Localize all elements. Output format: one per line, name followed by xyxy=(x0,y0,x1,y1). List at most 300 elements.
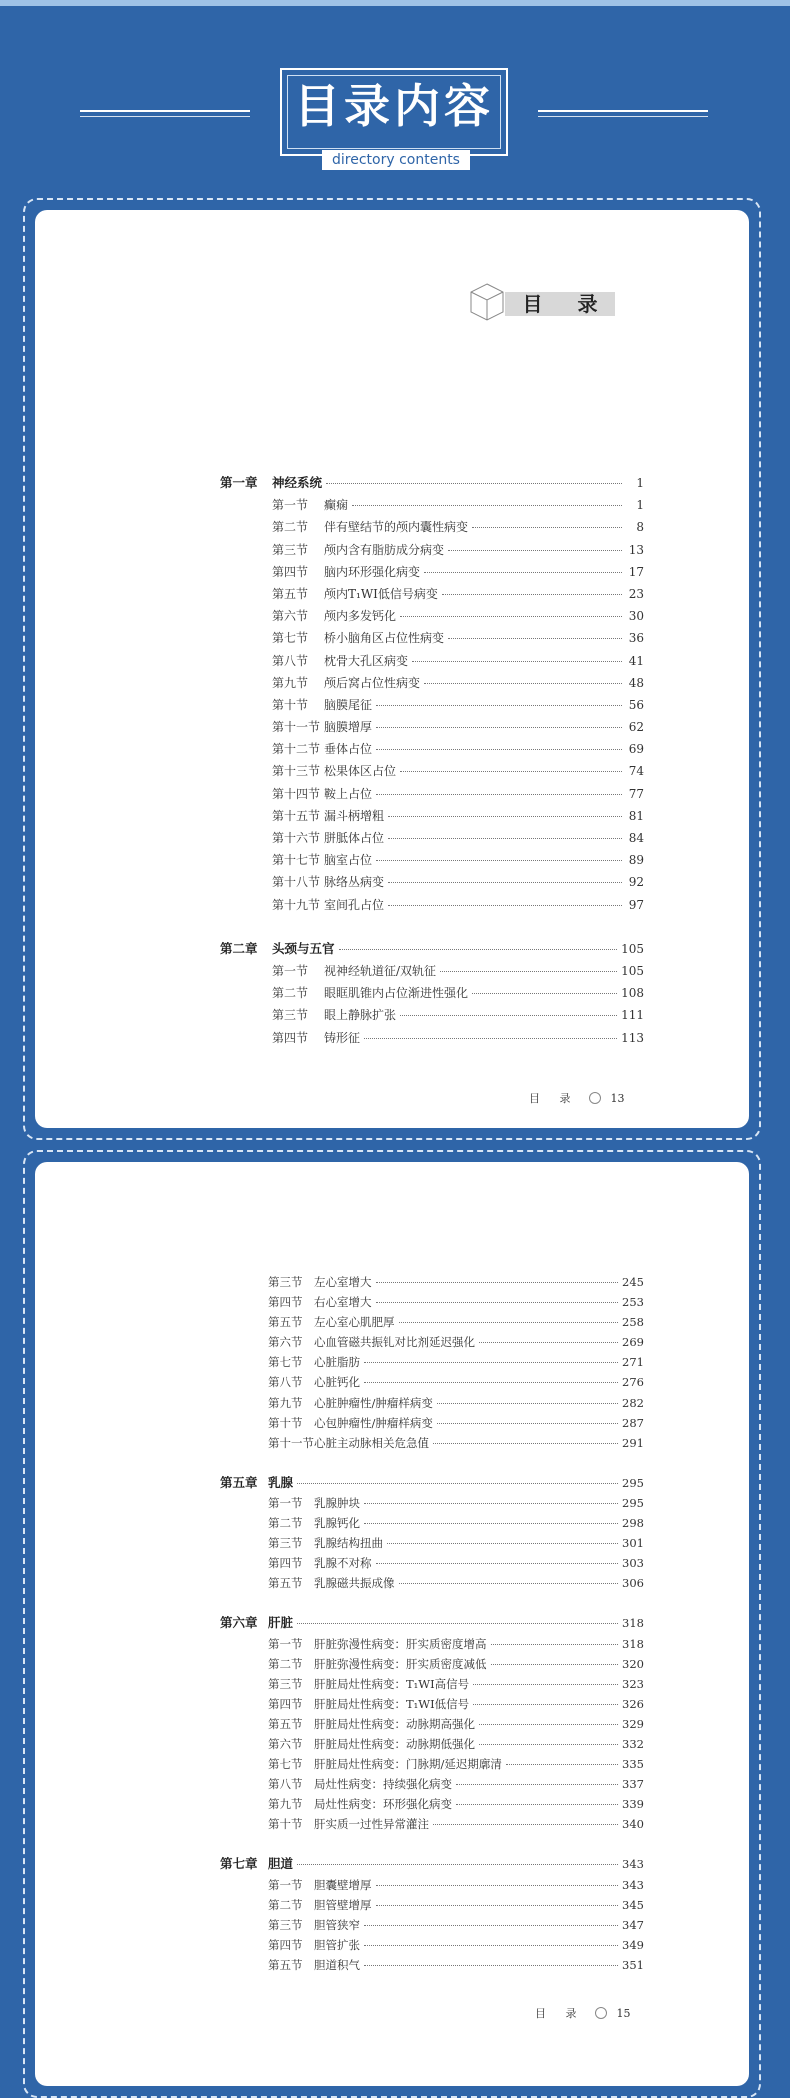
section-title: 伴有壁结节的颅内囊性病变 xyxy=(324,520,469,535)
leader-dots xyxy=(364,1038,617,1039)
page-footer-1 xyxy=(529,1090,625,1106)
leader-dots xyxy=(376,1563,619,1564)
chapter-gap xyxy=(220,1453,644,1473)
toc-section-row[interactable] xyxy=(220,1734,644,1754)
section-title: 左心室增大 xyxy=(314,1275,372,1289)
toc-section-row[interactable] xyxy=(220,694,644,716)
section-title: 松果体区占位 xyxy=(324,764,397,779)
leader-dots xyxy=(388,816,622,817)
leader-dots xyxy=(297,1864,618,1865)
toc-chapter-row[interactable] xyxy=(220,1854,644,1874)
header-line-left-thin xyxy=(80,116,250,117)
leader-dots xyxy=(473,1684,618,1685)
section-number: 第十三节 xyxy=(272,764,321,779)
leader-dots xyxy=(400,616,622,617)
leader-dots xyxy=(433,1824,618,1825)
section-title: 心脏肿瘤性/肿瘤样病变 xyxy=(314,1395,433,1410)
leader-dots xyxy=(440,971,617,972)
toc-section-row[interactable] xyxy=(220,1674,644,1694)
section-title: 肝脏局灶性病变：动脉期低强化 xyxy=(314,1736,475,1751)
section-number: 第七节 xyxy=(268,1355,303,1370)
section-page: 351 xyxy=(622,1957,644,1972)
section-number: 第四节 xyxy=(268,1295,303,1310)
toc-section-row[interactable] xyxy=(220,1004,644,1026)
toc-section-row[interactable] xyxy=(220,1935,644,1955)
toc-section-row[interactable] xyxy=(220,1553,644,1573)
section-title: 铸形征 xyxy=(324,1030,361,1045)
section-page: 245 xyxy=(622,1275,644,1289)
chapter-gap xyxy=(220,916,644,938)
leader-dots xyxy=(456,1784,618,1785)
section-page: 62 xyxy=(628,720,644,735)
footer-page-number: 15 xyxy=(616,2007,631,2020)
leader-dots xyxy=(326,483,622,484)
leader-dots xyxy=(448,638,622,639)
section-title: 癫痫 xyxy=(324,498,349,513)
section-number: 第十九节 xyxy=(272,897,321,912)
section-page: 271 xyxy=(622,1355,644,1370)
section-title: 心包肿瘤性/肿瘤样病变 xyxy=(314,1415,433,1430)
section-page: 111 xyxy=(621,1008,644,1023)
section-page: 84 xyxy=(628,831,644,845)
section-page: 291 xyxy=(622,1435,644,1450)
section-title: 颅内含有脂肪成分病变 xyxy=(324,542,445,557)
section-title: 乳腺磁共振成像 xyxy=(314,1576,395,1591)
section-number: 第三节 xyxy=(272,1008,309,1023)
toc-section-row[interactable] xyxy=(220,650,644,672)
toc-list-1 xyxy=(220,472,644,1049)
toc-section-row[interactable] xyxy=(220,871,644,893)
leader-dots xyxy=(400,1015,617,1016)
toc-section-row[interactable] xyxy=(220,805,644,827)
leader-dots xyxy=(364,1382,618,1383)
section-title: 肝脏弥漫性病变：肝实质密度减低 xyxy=(314,1656,487,1671)
leader-dots xyxy=(376,860,622,861)
section-number: 第九节 xyxy=(268,1395,303,1410)
section-number: 第十一节 xyxy=(272,720,321,735)
leader-dots xyxy=(491,1644,619,1645)
chapter-page: 295 xyxy=(622,1475,644,1490)
section-number: 第二节 xyxy=(268,1897,303,1912)
leader-dots xyxy=(388,882,622,883)
leader-dots xyxy=(479,1342,618,1343)
toc-section-row[interactable] xyxy=(220,1533,644,1553)
toc-section-row[interactable] xyxy=(220,1513,644,1533)
section-title: 局灶性病变：环形强化病变 xyxy=(314,1797,452,1812)
section-page: 8 xyxy=(636,520,644,535)
toc-section-row[interactable] xyxy=(220,561,644,583)
toc-section-row[interactable] xyxy=(220,1352,644,1372)
leader-dots xyxy=(456,1804,618,1805)
section-number: 第五节 xyxy=(268,1315,303,1330)
toc-section-row[interactable] xyxy=(220,982,644,1004)
section-title: 乳腺不对称 xyxy=(314,1556,372,1571)
toc-section-row[interactable] xyxy=(220,1895,644,1915)
section-number: 第三节 xyxy=(268,1676,303,1691)
chapter-page: 318 xyxy=(622,1616,644,1631)
section-title: 胆管扩张 xyxy=(314,1937,360,1952)
leader-dots xyxy=(376,749,622,750)
section-title: 脑室占位 xyxy=(324,853,373,868)
section-title: 乳腺肿块 xyxy=(314,1495,360,1510)
section-number: 第四节 xyxy=(268,1696,303,1711)
chapter-title: 胆道 xyxy=(268,1856,294,1872)
leader-dots xyxy=(400,771,622,772)
section-title: 脑内环形强化病变 xyxy=(324,564,421,579)
leader-dots xyxy=(448,550,622,551)
toc-section-row[interactable] xyxy=(220,1714,644,1734)
section-title: 胆管壁增厚 xyxy=(314,1897,372,1912)
toc-section-row[interactable] xyxy=(220,716,644,738)
section-title: 脑膜增厚 xyxy=(324,720,373,735)
toc-section-row[interactable] xyxy=(220,894,644,916)
section-number: 第九节 xyxy=(272,675,309,690)
section-page: 13 xyxy=(628,542,644,557)
chapter-number: 第五章 xyxy=(220,1474,258,1490)
leader-dots xyxy=(376,794,622,795)
leader-dots xyxy=(472,993,617,994)
toc-badge-label: 目 录 xyxy=(522,292,612,316)
section-title: 视神经轨道征/双轨征 xyxy=(324,963,437,978)
toc-card-1 xyxy=(35,210,749,1128)
toc-section-row[interactable] xyxy=(220,1573,644,1593)
toc-section-row[interactable] xyxy=(220,1634,644,1654)
section-title: 鞍上占位 xyxy=(324,786,373,801)
leader-dots xyxy=(376,1885,619,1886)
toc-section-row[interactable] xyxy=(220,738,644,760)
section-number: 第二节 xyxy=(272,520,309,535)
section-number: 第五节 xyxy=(268,1957,303,1972)
leader-dots xyxy=(399,1583,619,1584)
section-number: 第四节 xyxy=(272,564,309,579)
section-number: 第七节 xyxy=(268,1757,303,1772)
section-page: 48 xyxy=(628,675,644,690)
leader-dots xyxy=(376,1905,619,1906)
section-number: 第四节 xyxy=(268,1937,303,1952)
chapter-page: 105 xyxy=(621,941,644,956)
header-line-right xyxy=(538,110,708,112)
section-title: 漏斗柄增粗 xyxy=(324,808,385,823)
section-page: 77 xyxy=(628,786,644,801)
section-page: 81 xyxy=(628,808,644,823)
section-page: 287 xyxy=(622,1415,644,1430)
section-title: 乳腺钙化 xyxy=(314,1516,360,1531)
section-title: 心血管磁共振钆对比剂延迟强化 xyxy=(314,1335,475,1350)
leader-dots xyxy=(442,594,622,595)
toc-section-row[interactable] xyxy=(220,1915,644,1935)
chapter-title: 神经系统 xyxy=(272,475,323,490)
section-page: 301 xyxy=(622,1536,644,1551)
section-number: 第八节 xyxy=(268,1777,303,1792)
section-number: 第一节 xyxy=(268,1636,303,1651)
toc-page-1 xyxy=(23,198,761,1140)
leader-dots xyxy=(424,572,622,573)
section-title: 脑膜尾征 xyxy=(324,697,373,712)
footer-label: 目 录 xyxy=(535,2007,585,2020)
section-title: 脉络丛病变 xyxy=(324,875,385,890)
section-number: 第一节 xyxy=(272,963,309,978)
section-page: 326 xyxy=(622,1696,644,1711)
section-title: 桥小脑角区占位性病变 xyxy=(324,631,445,646)
footer-circle-icon xyxy=(595,2007,607,2019)
section-number: 第三节 xyxy=(268,1917,303,1932)
header xyxy=(0,60,790,170)
section-number: 第十节 xyxy=(272,697,309,712)
leader-dots xyxy=(339,949,618,950)
section-page: 258 xyxy=(622,1315,644,1330)
section-page: 323 xyxy=(622,1676,644,1691)
leader-dots xyxy=(433,1443,618,1444)
toc-section-row[interactable] xyxy=(220,539,644,561)
section-number: 第二节 xyxy=(272,986,309,1001)
leader-dots xyxy=(352,505,622,506)
section-page: 332 xyxy=(622,1736,644,1751)
leader-dots xyxy=(388,838,622,839)
section-page: 276 xyxy=(622,1375,644,1390)
section-number: 第十八节 xyxy=(272,875,321,890)
section-page: 269 xyxy=(622,1335,644,1350)
leader-dots xyxy=(364,1503,618,1504)
section-number: 第十二节 xyxy=(272,742,321,757)
section-page: 56 xyxy=(628,697,644,712)
section-title: 胆道积气 xyxy=(314,1957,360,1972)
section-number: 第四节 xyxy=(272,1030,309,1045)
section-number: 第一节 xyxy=(268,1495,303,1510)
leader-dots xyxy=(479,1744,618,1745)
section-title: 肝脏局灶性病变：T₁WI高信号 xyxy=(314,1676,470,1691)
section-page: 298 xyxy=(622,1516,644,1531)
leader-dots xyxy=(388,905,622,906)
chapter-gap xyxy=(220,1834,644,1854)
leader-dots xyxy=(376,1302,619,1303)
section-title: 左心室心肌肥厚 xyxy=(314,1315,395,1330)
section-page: 349 xyxy=(622,1937,644,1952)
chapter-page: 1 xyxy=(636,476,644,490)
toc-section-row[interactable] xyxy=(220,1393,644,1413)
leader-dots xyxy=(437,1423,618,1424)
section-number: 第六节 xyxy=(272,609,309,624)
toc-section-row[interactable] xyxy=(220,1372,644,1392)
page-subtitle: directory contents xyxy=(322,150,470,170)
section-number: 第六节 xyxy=(268,1335,303,1350)
section-page: 282 xyxy=(622,1395,644,1410)
section-number: 第三节 xyxy=(272,542,309,557)
section-title: 胆管狭窄 xyxy=(314,1917,360,1932)
toc-section-row[interactable] xyxy=(220,627,644,649)
chapter-number: 第六章 xyxy=(220,1615,258,1631)
section-number: 第二节 xyxy=(268,1656,303,1671)
leader-dots xyxy=(364,1925,618,1926)
section-number: 第十五节 xyxy=(272,808,321,823)
chapter-number: 第二章 xyxy=(220,940,258,956)
toc-section-row[interactable] xyxy=(220,1312,644,1332)
section-title: 胆囊壁增厚 xyxy=(314,1877,372,1892)
section-page: 329 xyxy=(622,1716,644,1731)
header-line-left xyxy=(80,110,250,112)
section-page: 89 xyxy=(628,853,644,868)
section-number: 第一节 xyxy=(268,1877,303,1892)
section-number: 第八节 xyxy=(272,653,309,668)
toc-section-row[interactable] xyxy=(220,583,644,605)
leader-dots xyxy=(376,727,622,728)
chapter-number: 第七章 xyxy=(220,1856,258,1872)
section-title: 心脏主动脉相关危急值 xyxy=(314,1435,429,1450)
toc-section-row[interactable] xyxy=(220,1774,644,1794)
section-page: 303 xyxy=(622,1556,644,1571)
section-page: 105 xyxy=(621,963,644,978)
section-page: 339 xyxy=(622,1797,644,1812)
section-page: 335 xyxy=(622,1757,644,1772)
section-page: 17 xyxy=(628,564,644,579)
section-page: 36 xyxy=(628,631,644,646)
footer-circle-icon xyxy=(589,1092,601,1104)
section-number: 第十七节 xyxy=(272,853,321,868)
section-number: 第十四节 xyxy=(272,786,321,801)
chapter-page: 343 xyxy=(622,1857,644,1872)
top-strip xyxy=(0,0,790,6)
section-page: 347 xyxy=(622,1917,644,1932)
section-number: 第四节 xyxy=(268,1556,303,1571)
footer-page-number: 13 xyxy=(610,1092,625,1105)
chapter-number: 第一章 xyxy=(220,475,258,490)
toc-section-row[interactable] xyxy=(220,1433,644,1453)
section-page: 337 xyxy=(622,1777,644,1792)
chapter-title: 肝脏 xyxy=(268,1615,294,1631)
section-page: 343 xyxy=(622,1877,644,1892)
cube-icon xyxy=(467,280,507,326)
section-page: 113 xyxy=(621,1030,644,1045)
toc-page-2 xyxy=(23,1150,761,2098)
leader-dots xyxy=(387,1543,618,1544)
toc-section-row[interactable] xyxy=(220,1493,644,1513)
section-page: 108 xyxy=(621,986,644,1001)
section-number: 第十一节 xyxy=(268,1435,314,1450)
section-page: 1 xyxy=(636,498,644,513)
toc-section-row[interactable] xyxy=(220,1413,644,1433)
section-page: 69 xyxy=(628,742,644,757)
leader-dots xyxy=(376,1282,619,1283)
toc-section-row[interactable] xyxy=(220,1272,644,1292)
toc-section-row[interactable] xyxy=(220,516,644,538)
toc-badge xyxy=(467,280,627,330)
leader-dots xyxy=(364,1523,618,1524)
toc-section-row[interactable] xyxy=(220,672,644,694)
section-page: 318 xyxy=(622,1636,644,1651)
section-title: 肝脏局灶性病变：动脉期高强化 xyxy=(314,1716,475,1731)
toc-section-row[interactable] xyxy=(220,783,644,805)
header-line-right-thin xyxy=(538,116,708,117)
page-title: 目录内容 xyxy=(294,79,494,133)
toc-section-row[interactable] xyxy=(220,1654,644,1674)
toc-chapter-row[interactable] xyxy=(220,938,644,960)
toc-section-row[interactable] xyxy=(220,1814,644,1834)
section-page: 23 xyxy=(628,586,644,601)
section-page: 295 xyxy=(622,1495,644,1510)
section-title: 垂体占位 xyxy=(324,742,373,757)
toc-section-row[interactable] xyxy=(220,1027,644,1049)
toc-section-row[interactable] xyxy=(220,1875,644,1895)
toc-section-row[interactable] xyxy=(220,1332,644,1352)
page-footer-2 xyxy=(535,2005,631,2021)
section-number: 第二节 xyxy=(268,1516,303,1531)
section-title: 乳腺结构扭曲 xyxy=(314,1536,383,1551)
section-number: 第五节 xyxy=(272,586,309,601)
section-title: 肝脏弥漫性病变：肝实质密度增高 xyxy=(314,1636,487,1651)
section-title: 心脏钙化 xyxy=(314,1375,360,1390)
toc-section-row[interactable] xyxy=(220,827,644,849)
section-number: 第六节 xyxy=(268,1736,303,1751)
toc-section-row[interactable] xyxy=(220,605,644,627)
section-number: 第三节 xyxy=(268,1275,303,1289)
section-page: 345 xyxy=(622,1897,644,1912)
chapter-title: 乳腺 xyxy=(268,1474,294,1490)
section-page: 320 xyxy=(622,1656,644,1671)
leader-dots xyxy=(364,1362,618,1363)
leader-dots xyxy=(364,1965,618,1966)
section-page: 306 xyxy=(622,1576,644,1591)
leader-dots xyxy=(364,1945,618,1946)
section-page: 97 xyxy=(628,897,644,912)
section-title: 室间孔占位 xyxy=(324,897,385,912)
section-page: 30 xyxy=(628,609,644,624)
toc-section-row[interactable] xyxy=(220,849,644,871)
section-title: 颅内T₁WI低信号病变 xyxy=(324,586,438,601)
section-number: 第九节 xyxy=(268,1797,303,1812)
toc-section-row[interactable] xyxy=(220,960,644,982)
section-title: 局灶性病变：持续强化病变 xyxy=(314,1777,452,1792)
toc-section-row[interactable] xyxy=(220,1694,644,1714)
toc-section-row[interactable] xyxy=(220,1955,644,1975)
leader-dots xyxy=(472,527,622,528)
leader-dots xyxy=(437,1403,618,1404)
toc-section-row[interactable] xyxy=(220,1754,644,1774)
section-title: 颅内多发钙化 xyxy=(324,609,397,624)
leader-dots xyxy=(297,1623,618,1624)
chapter-title: 头颈与五官 xyxy=(272,940,335,956)
section-page: 340 xyxy=(622,1817,644,1832)
leader-dots xyxy=(297,1483,618,1484)
toc-list-2 xyxy=(220,1272,644,1975)
section-page: 74 xyxy=(628,764,644,779)
section-title: 枕骨大孔区病变 xyxy=(324,653,409,668)
section-page: 253 xyxy=(622,1295,644,1310)
toc-section-row[interactable] xyxy=(220,494,644,516)
section-title: 肝脏局灶性病变：门脉期/延迟期廓清 xyxy=(314,1757,502,1772)
leader-dots xyxy=(473,1704,618,1705)
toc-section-row[interactable] xyxy=(220,760,644,782)
toc-section-row[interactable] xyxy=(220,1292,644,1312)
toc-chapter-row[interactable] xyxy=(220,472,644,494)
section-title: 肝实质一过性异常灌注 xyxy=(314,1817,429,1832)
section-title: 眼上静脉扩张 xyxy=(324,1008,397,1023)
leader-dots xyxy=(491,1664,619,1665)
section-number: 第十节 xyxy=(268,1817,303,1832)
section-number: 第八节 xyxy=(268,1375,303,1390)
leader-dots xyxy=(399,1322,619,1323)
toc-section-row[interactable] xyxy=(220,1794,644,1814)
toc-chapter-row[interactable] xyxy=(220,1613,644,1633)
leader-dots xyxy=(479,1724,618,1725)
section-number: 第五节 xyxy=(268,1716,303,1731)
section-number: 第五节 xyxy=(268,1576,303,1591)
leader-dots xyxy=(412,661,622,662)
section-page: 92 xyxy=(628,875,644,890)
leader-dots xyxy=(506,1764,618,1765)
toc-chapter-row[interactable] xyxy=(220,1473,644,1493)
section-title: 心脏脂肪 xyxy=(314,1355,360,1370)
section-title: 颅后窝占位性病变 xyxy=(324,675,421,690)
section-number: 第三节 xyxy=(268,1536,303,1551)
